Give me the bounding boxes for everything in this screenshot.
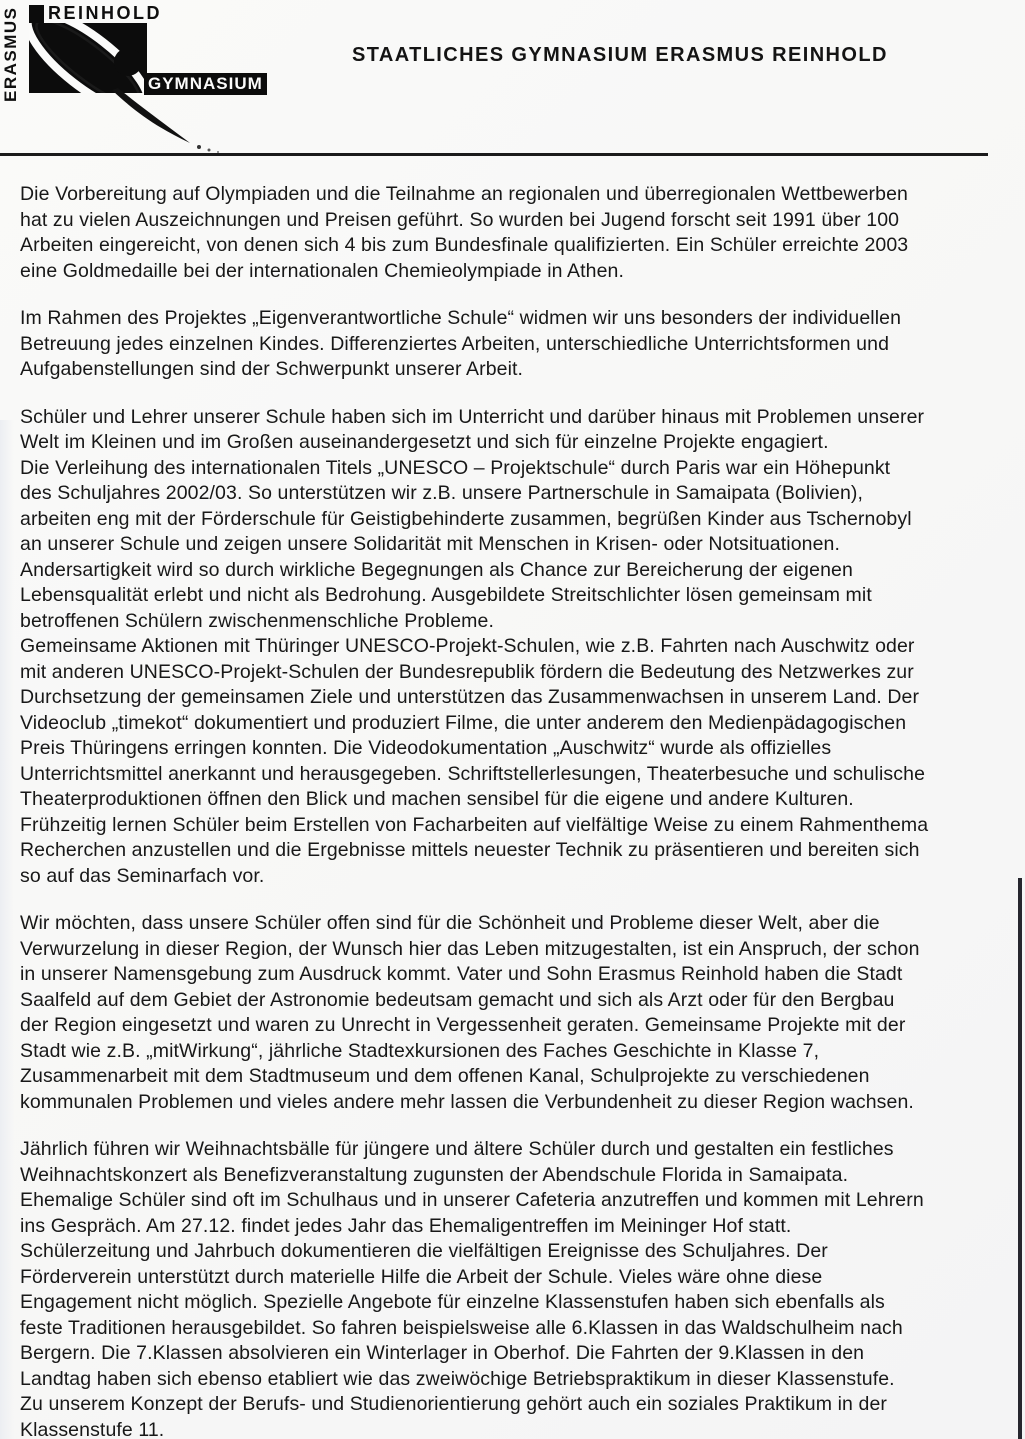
logo-erasmus-label: ERASMUS bbox=[1, 6, 20, 102]
paragraph bbox=[20, 911, 1010, 1115]
header-rule bbox=[0, 153, 988, 156]
text-line: Unterrichtsmittel anerkannt und herausgegeben. Schriftstellerlesungen, Theaterbesuche und schulische bbox=[20, 762, 926, 785]
school-logo bbox=[0, 0, 310, 160]
document-body bbox=[20, 182, 1010, 1439]
text-line: Arbeiten eingereicht, von denen sich 4 bis zum Bundesfinale qualifizierten. Ein Schüler erreichte 2003 bbox=[20, 234, 909, 256]
text-line: in unserer Namensgebung zum Ausdruck kommt. Vater und Sohn Erasmus Reinhold haben die Stadt bbox=[20, 963, 903, 985]
text-line: mit anderen UNESCO-Projekt-Schulen der Bundesrepublik fördern die Bedeutung des Netzwerkes zur bbox=[20, 660, 914, 683]
text-line: Recherchen anzustellen und die Ergebnisse mittels neuester Technik zu präsentieren und bereiten sich bbox=[20, 839, 920, 861]
text-line: eine Goldmedaille bei der internationalen Chemieolympiade in Athen. bbox=[20, 259, 624, 282]
text-line: Betreuung jedes einzelnen Kindes. Differenziertes Arbeiten, unterschiedliche Unterrichtsformen und bbox=[20, 332, 890, 355]
text-line: Frühzeitig lernen Schüler beim Erstellen von Facharbeiten auf vielfältige Weise zu einem Rahmenthema bbox=[20, 813, 929, 836]
scan-left-tint bbox=[0, 420, 14, 1439]
text-line: der Region eingesetzt und waren zu Unrecht in Vergessenheit geraten. Gemeinsame Projekte mit der bbox=[20, 1014, 906, 1036]
text-line: an unserer Schule und zeigen unsere Solidarität mit Menschen in Krisen- oder Notsituationen. bbox=[20, 533, 840, 555]
text-line: Theaterproduktionen öffnen den Blick und machen sensibel für die eigene und andere Kulturen. bbox=[20, 788, 854, 810]
text-line: arbeiten eng mit der Förderschule für Geistigbehinderte zusammen, begrüßen Kinder aus Tschernobyl bbox=[20, 507, 912, 530]
text-line: Landtag haben sich ebenso etabliert wie das zweiwöchige Betriebspraktikum in dieser Klassenstufe. bbox=[20, 1367, 895, 1390]
text-line: Preis Thüringens erringen konnten. Die Videodokumentation „Auschwitz“ wurde als offizielles bbox=[20, 737, 832, 759]
text-line: Videoclub „timekot“ dokumentiert und produziert Filme, die unter anderem den Medienpädagogischen bbox=[20, 711, 907, 734]
text-line: Die Vorbereitung auf Olympiaden und die Teilnahme an regionalen und überregionalen Wettbewerben bbox=[20, 183, 908, 205]
text-line: Förderverein unterstützt durch materielle Hilfe die Arbeit der Schule. Vieles wäre ohne diese bbox=[20, 1265, 823, 1288]
text-line: hat zu vielen Auszeichnungen und Preisen geführt. So wurden bei Jugend forscht seit 1991 über 100 bbox=[20, 208, 900, 231]
text-line: Gemeinsame Aktionen mit Thüringer UNESCO-Projekt-Schulen, wie z.B. Fahrten nach Auschwitz oder bbox=[20, 635, 915, 657]
text-line: Bergern. Die 7.Klassen absolvieren ein Winterlager in Oberhof. Die Fahrten der 9.Klassen in den bbox=[20, 1342, 865, 1364]
text-line: Saalfeld auf dem Gebiet der Astronomie bedeutsam gemacht und sich als Arzt oder für den Bergbau bbox=[20, 988, 895, 1011]
text-line: Welt im Kleinen und im Großen auseinandergesetzt und sich für einzelne Projekte engagiert. bbox=[20, 431, 829, 453]
text-line: Stadt wie z.B. „mitWirkung“, jährliche Stadtexkursionen des Faches Geschichte in Klasse 7, bbox=[20, 1039, 820, 1062]
text-line: Klassenstufe 11. bbox=[20, 1418, 165, 1439]
text-line: feste Traditionen herausgebildet. So fahren beispielsweise alle 6.Klassen in das Waldschulheim nach bbox=[20, 1316, 903, 1339]
text-line: Lebensqualität erlebt und nicht als Bedrohung. Ausgebildete Streitschlichter lösen gemeinsam mit bbox=[20, 584, 872, 606]
paragraph bbox=[20, 405, 1010, 890]
text-line: betroffenen Schülern zwischenmenschliche Probleme. bbox=[20, 609, 494, 632]
text-line: Verwurzelung in dieser Region, der Wunsch hier das Leben mitzugestalten, ist ein Anspruch, der schon bbox=[20, 937, 920, 960]
text-line: Durchsetzung der gemeinsamen Ziele und unterstützen das Zusammenwachsen in unserem Land. Der bbox=[20, 686, 920, 708]
text-line: Schülerzeitung und Jahrbuch dokumentieren die vielfältigen Ereignisse des Schuljahres. Der bbox=[20, 1240, 828, 1262]
text-line: Ehemalige Schüler sind oft im Schulhaus und in unserer Cafeteria anzutreffen und kommen mit Lehrern bbox=[20, 1189, 924, 1211]
text-line: so auf das Seminarfach vor. bbox=[20, 864, 265, 887]
paragraph bbox=[20, 306, 1010, 383]
text-line: Im Rahmen des Projektes „Eigenverantwortliche Schule“ widmen wir uns besonders der individuellen bbox=[20, 307, 902, 329]
logo-reinhold-label: REINHOLD bbox=[48, 3, 162, 23]
scan-edge-artifact bbox=[1018, 878, 1022, 1439]
text-line: Engagement nicht möglich. Spezielle Angebote für einzelne Klassenstufen haben sich ebenfalls als bbox=[20, 1291, 885, 1313]
text-line: Schüler und Lehrer unserer Schule haben sich im Unterricht und darüber hinaus mit Problemen unserer bbox=[20, 405, 925, 428]
text-line: Weihnachtskonzert als Benefizveranstaltung zugunsten der Abendschule Florida in Samaipata. bbox=[20, 1163, 849, 1186]
paragraph bbox=[20, 1137, 1010, 1439]
text-line: Die Verleihung des internationalen Titels „UNESCO – Projektschule“ durch Paris war ein Höhepunkt bbox=[20, 456, 891, 479]
text-line: Jährlich führen wir Weihnachtsbälle für jüngere und ältere Schüler durch und gestalten ein festliches bbox=[20, 1138, 894, 1160]
text-line: des Schuljahres 2002/03. So unterstützen wir z.B. unsere Partnerschule in Samaipata (Bolivien), bbox=[20, 482, 864, 504]
text-line: Zusammenarbeit mit dem Stadtmuseum und dem offenen Kanal, Schulprojekte zu verschiedenen bbox=[20, 1065, 870, 1087]
text-line: ins Gespräch. Am 27.12. findet jedes Jahr das Ehemaligentreffen im Meininger Hof statt. bbox=[20, 1214, 792, 1237]
logo-gymnasium-label: GYMNASIUM bbox=[144, 73, 267, 95]
text-line: Wir möchten, dass unsere Schüler offen sind für die Schönheit und Probleme dieser Welt, aber die bbox=[20, 912, 880, 934]
text-line: Andersartigkeit wird so durch wirkliche Begegnungen als Chance zur Bereicherung der eigenen bbox=[20, 558, 853, 581]
paragraph bbox=[20, 182, 1010, 284]
text-line: Zu unserem Konzept der Berufs- und Studienorientierung gehört auch ein soziales Praktikum in der bbox=[20, 1393, 887, 1415]
page-title: STAATLICHES GYMNASIUM ERASMUS REINHOLD bbox=[352, 44, 888, 66]
text-line: Aufgabenstellungen sind der Schwerpunkt unserer Arbeit. bbox=[20, 358, 524, 380]
text-line: kommunalen Problemen und vieles andere mehr lassen die Verbundenheit zu dieser Region wachsen. bbox=[20, 1090, 914, 1113]
